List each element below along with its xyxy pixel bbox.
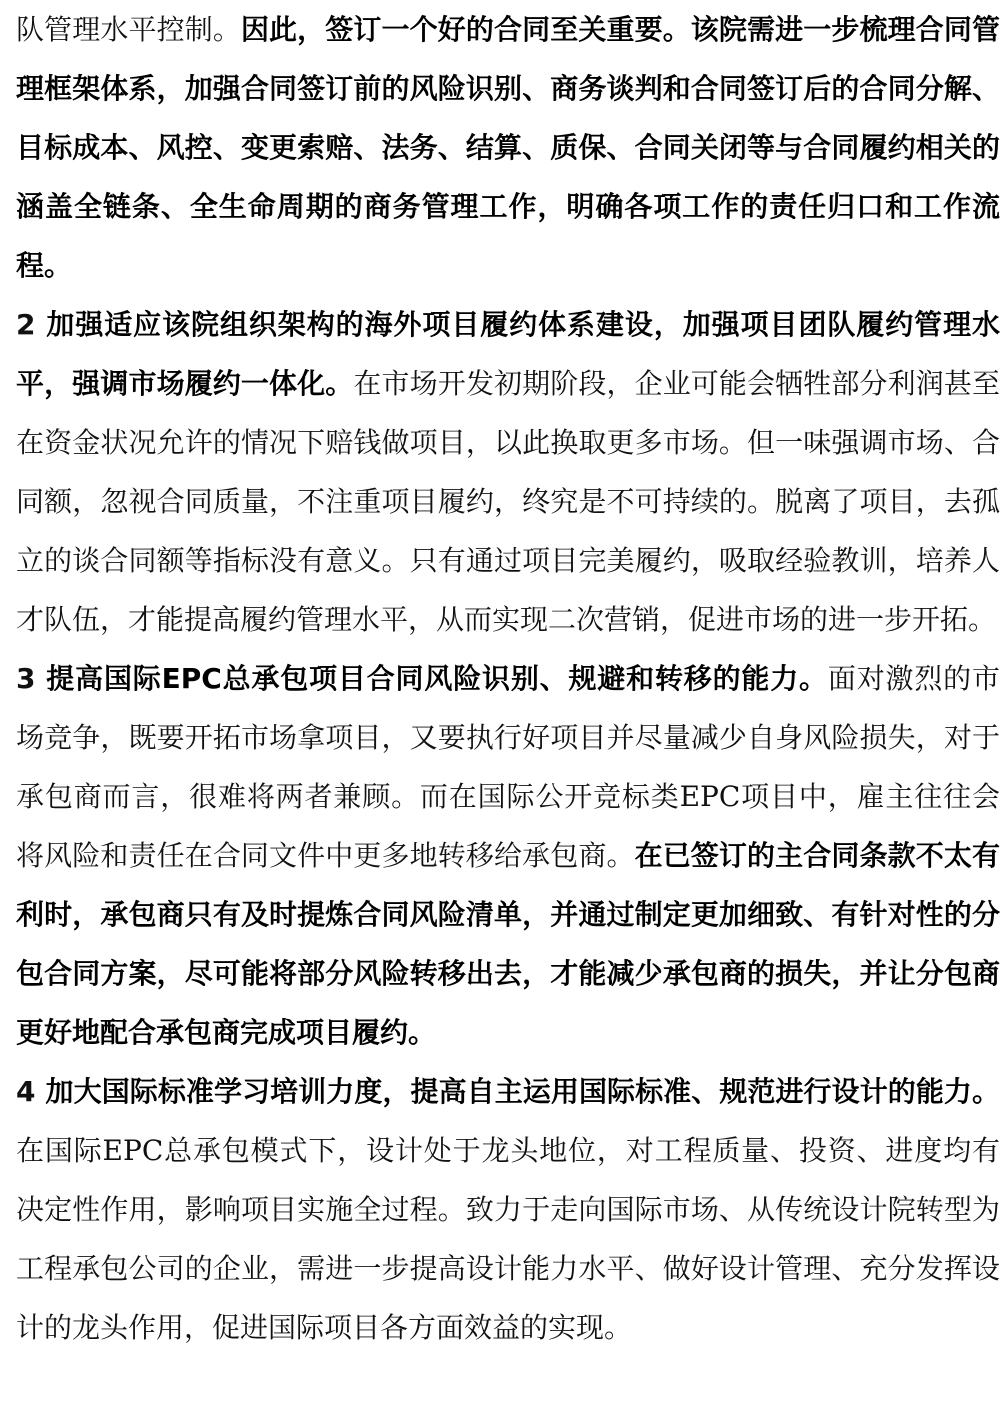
paragraph-1-bold-text: 因此，签订一个好的合同至关重要。该院需进一步梳理合同管理框架体系，加强合同签订前的风险识别、商务谈判和合同签订后的合同分解、目标成本、风控、变更索赔、法务、结算、质保、合同关闭等与合同履约相关的涵盖全链条、全生命周期的商务管理工作，明确各项工作的责任归口和工作流程。 bbox=[16, 13, 1000, 282]
document-page bbox=[16, 0, 1000, 1357]
paragraph-4-body: 在国际EPC总承包模式下，设计处于龙头地位，对工程质量、投资、进度均有决定性作用，影响项目实施全过程。致力于走向国际市场、从传统设计院转型为工程承包公司的企业，需进一步提高设计能力水平、做好设计管理、充分发挥设计的龙头作用，促进国际项目各方面效益的实现。 bbox=[16, 1134, 1000, 1344]
paragraph-1 bbox=[16, 0, 1000, 295]
paragraph-2-heading: 加强适应该院组织架构的海外项目履约体系建设，加强项目团队履约管理水平，强调市场履约一体化。 bbox=[16, 308, 1000, 400]
paragraph-2-number: 2 bbox=[16, 308, 36, 341]
paragraph-3 bbox=[16, 649, 1000, 1062]
paragraph-4-number: 4 bbox=[16, 1075, 36, 1108]
paragraph-3-bold-text: 在已签订的主合同条款不太有利时，承包商只有及时提炼合同风险清单，并通过制定更加细致、有针对性的分包合同方案，尽可能将部分风险转移出去，才能减少承包商的损失，并让分包商更好地配合承包商完成项目履约。 bbox=[16, 839, 1000, 1049]
paragraph-4-heading: 加大国际标准学习培训力度，提高自主运用国际标准、规范进行设计的能力。 bbox=[45, 1075, 1000, 1108]
paragraph-2-body: 在市场开发初期阶段，企业可能会牺牲部分利润甚至在资金状况允许的情况下赔钱做项目，以此换取更多市场。但一味强调市场、合同额，忽视合同质量，不注重项目履约，终究是不可持续的。脱离了项目，去孤立的谈合同额等指标没有意义。只有通过项目完美履约，吸取经验教训，培养人才队伍，才能提高履约管理水平，从而实现二次营销，促进市场的进一步开拓。 bbox=[16, 367, 1000, 636]
paragraph-3-body: 面对激烈的市场竞争，既要开拓市场拿项目，又要执行好项目并尽量减少自身风险损失，对于承包商而言，很难将两者兼顾。而在国际公开竞标类EPC项目中，雇主往往会将风险和责任在合同文件中更多地转移给承包商。 bbox=[16, 662, 1000, 872]
paragraph-2 bbox=[16, 295, 1000, 649]
paragraph-1-text: 队管理水平控制。 bbox=[16, 13, 241, 46]
paragraph-4 bbox=[16, 1062, 1000, 1357]
paragraph-3-heading: 提高国际EPC总承包项目合同风险识别、规避和转移的能力。 bbox=[45, 662, 828, 695]
paragraph-3-number: 3 bbox=[16, 662, 36, 695]
